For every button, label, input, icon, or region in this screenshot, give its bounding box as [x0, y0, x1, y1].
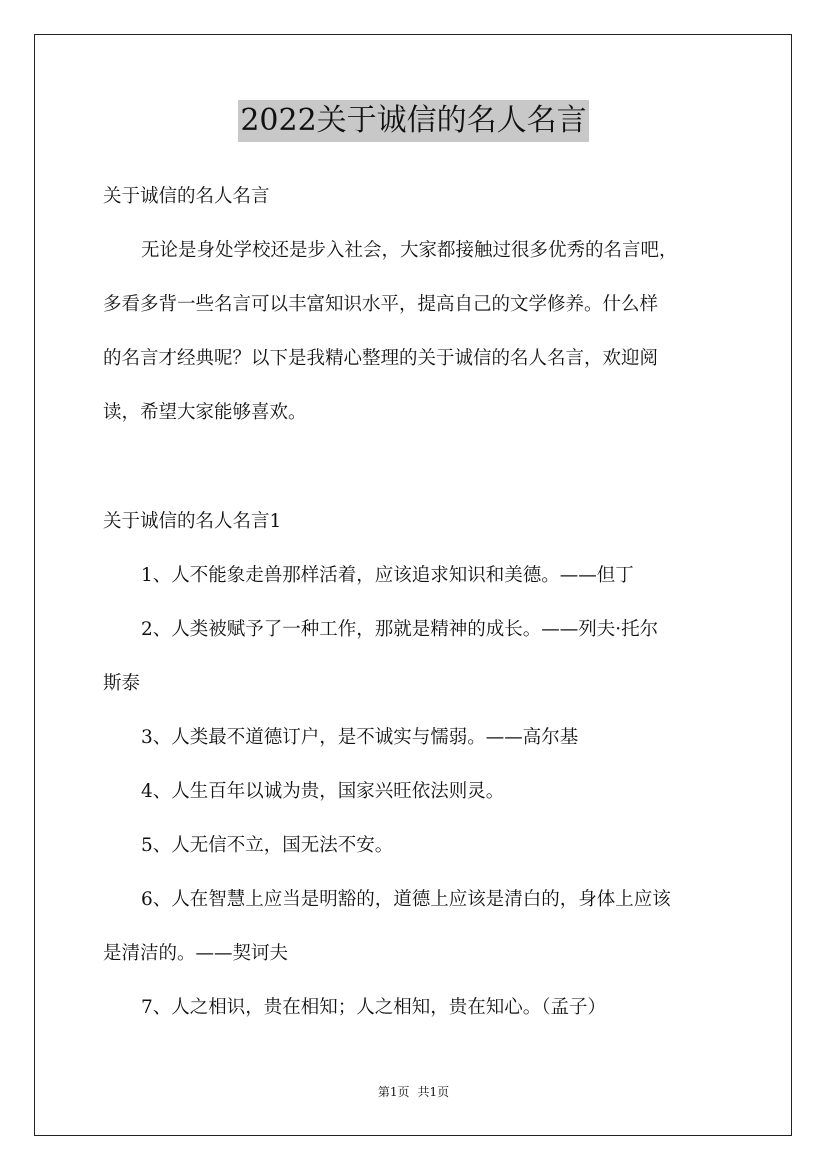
quote-line: 5、人无信不立，国无法不安。: [141, 835, 394, 856]
intro-line: 多看多背一些名言可以丰富知识水平，提高自己的文学修养。什么样: [103, 294, 659, 315]
page-footer: [0, 1083, 827, 1101]
intro-line: 读，希望大家能够喜欢。: [103, 402, 307, 423]
title-container: [0, 100, 827, 142]
paragraph-gap: [103, 440, 727, 495]
intro-line: 的名言才经典呢？以下是我精心整理的关于诚信的名人名言，欢迎阅: [103, 348, 659, 369]
quote-line: 斯泰: [103, 673, 141, 694]
document-body: [103, 170, 727, 1035]
subtitle: 关于诚信的名人名言: [103, 186, 270, 207]
intro-line: 无论是身处学校还是步入社会，大家都接触过很多优秀的名言吧，: [141, 240, 678, 261]
quote-line: 1、人不能象走兽那样活着，应该追求知识和美德。——但丁: [141, 565, 634, 586]
document-title: 2022关于诚信的名人名言: [238, 100, 588, 142]
quote-line: 2、人类被赋予了一种工作，那就是精神的成长。——列夫·托尔: [141, 619, 659, 640]
section-heading: 关于诚信的名人名言1: [103, 511, 282, 532]
quote-line: 7、人之相识，贵在相知；人之相知，贵在知心。（孟子）: [141, 997, 607, 1018]
quote-line: 是清洁的。——契诃夫: [103, 943, 289, 964]
quote-line: 6、人在智慧上应当是明豁的，道德上应该是清白的，身体上应该: [141, 889, 671, 910]
page-number: 第1页: [377, 1085, 410, 1099]
quote-line: 3、人类最不道德订户，是不诚实与懦弱。——高尔基: [141, 727, 579, 748]
page-total: 共1页: [417, 1085, 450, 1099]
quote-line: 4、人生百年以诚为贵，国家兴旺依法则灵。: [141, 781, 505, 802]
